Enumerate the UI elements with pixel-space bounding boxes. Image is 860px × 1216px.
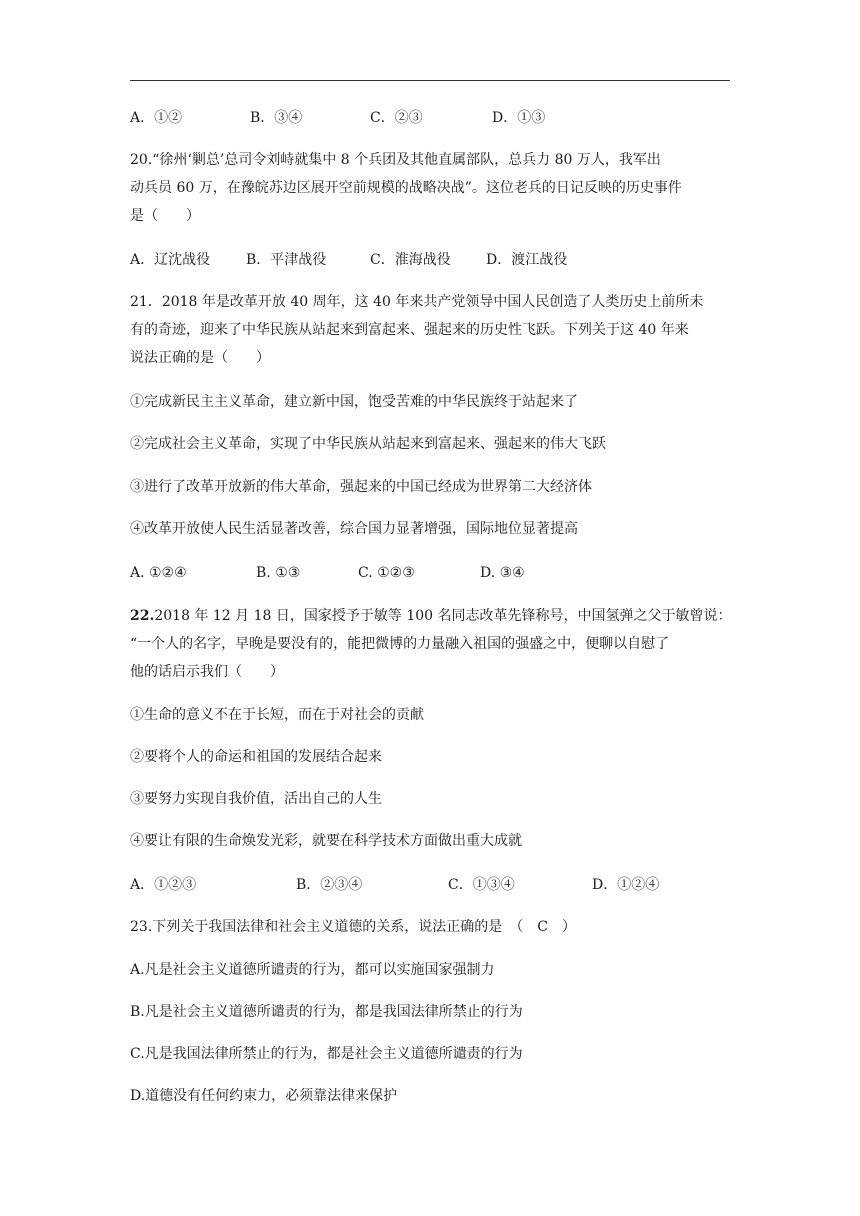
q22-option-b: B．②③④ <box>296 877 363 893</box>
q21-option-c: C. ①②③ <box>358 565 415 581</box>
q22-statement-3: ③要努力实现自我价值，活出自己的人生 <box>130 791 382 807</box>
q21-option-a: A. ①②④ <box>130 565 187 581</box>
q21-statement-4: ④改革开放使人民生活显著改善，综合国力显著增强，国际地位显著提高 <box>130 521 578 537</box>
q23-choice-d: D.道德没有任何约束力，必须靠法律来保护 <box>130 1088 398 1104</box>
q21-option-b: B. ①③ <box>256 565 301 581</box>
q22-option-c: C．①③④ <box>448 877 515 893</box>
q20-stem-line-1: 20.“徐州‘剿总’总司令刘峙就集中 8 个兵团及其他直属部队，总兵力 80 万人，我军出 <box>130 152 661 168</box>
q20-stem-line-2: 动兵员 60 万，在豫皖苏边区展开空前规模的战略决战”。这位老兵的日记反映的历史事件 <box>130 180 682 196</box>
q22-statement-4: ④要让有限的生命焕发光彩，就要在科学技术方面做出重大成就 <box>130 833 522 849</box>
q22-number: 22. <box>130 608 155 624</box>
q20-option-d: D．渡江战役 <box>486 252 568 268</box>
q22-statement-2: ②要将个人的命运和祖国的发展结合起来 <box>130 749 382 765</box>
q23-stem: 23.下列关于我国法律和社会主义道德的关系，说法正确的是 （ C ） <box>130 919 576 935</box>
q21-stem-line-3: 说法正确的是（ ） <box>130 350 270 366</box>
q19-option-d: D．①③ <box>492 110 546 126</box>
q19-option-b: B．③④ <box>250 110 303 126</box>
q21-option-d: D. ③④ <box>480 565 525 581</box>
q21-statement-1: ①完成新民主主义革命，建立新中国，饱受苦难的中华民族终于站起来了 <box>130 394 578 410</box>
q23-choice-c: C.凡是我国法律所禁止的行为，都是社会主义道德所谴责的行为 <box>130 1046 523 1062</box>
q22-stem-line-1-text: 2018 年 12 月 18 日，国家授予于敏等 100 名同志改革先锋称号，中国氢弹之父于敏曾说： <box>154 608 732 624</box>
header-rule <box>130 80 730 81</box>
q21-statement-2: ②完成社会主义革命，实现了中华民族从站起来到富起来、强起来的伟大飞跃 <box>130 436 606 452</box>
q20-option-a: A．辽沈战役 <box>130 252 211 268</box>
q22-stem-line-2: “一个人的名字，早晚是要没有的，能把微博的力量融入祖国的强盛之中，便聊以自慰了 <box>130 636 670 652</box>
q22-stem-line-1 <box>130 606 732 626</box>
q23-choice-a: A.凡是社会主义道德所谴责的行为，都可以实施国家强制力 <box>130 962 495 978</box>
q21-stem-line-2: 有的奇迹，迎来了中华民族从站起来到富起来、强起来的历史性飞跃。下列关于这 40 年来 <box>130 322 689 338</box>
q20-option-c: C．淮海战役 <box>370 252 451 268</box>
q20-option-b: B．平津战役 <box>246 252 327 268</box>
q22-stem-line-3: 他的话启示我们（ ） <box>130 664 284 680</box>
q23-choice-b: B.凡是社会主义道德所谴责的行为，都是我国法律所禁止的行为 <box>130 1004 523 1020</box>
q19-option-c: C．②③ <box>370 110 423 126</box>
q22-option-d: D．①②④ <box>592 877 660 893</box>
q19-option-a: A．①② <box>130 110 183 126</box>
q22-statement-1: ①生命的意义不在于长短，而在于对社会的贡献 <box>130 707 424 723</box>
q22-option-a: A．①②③ <box>130 877 197 893</box>
q21-stem-line-1: 21．2018 年是改革开放 40 周年，这 40 年来共产党领导中国人民创造了人类历史上前所未 <box>130 294 704 310</box>
q20-stem-line-3: 是（ ） <box>130 208 200 224</box>
q21-statement-3: ③进行了改革开放新的伟大革命，强起来的中国已经成为世界第二大经济体 <box>130 479 592 495</box>
